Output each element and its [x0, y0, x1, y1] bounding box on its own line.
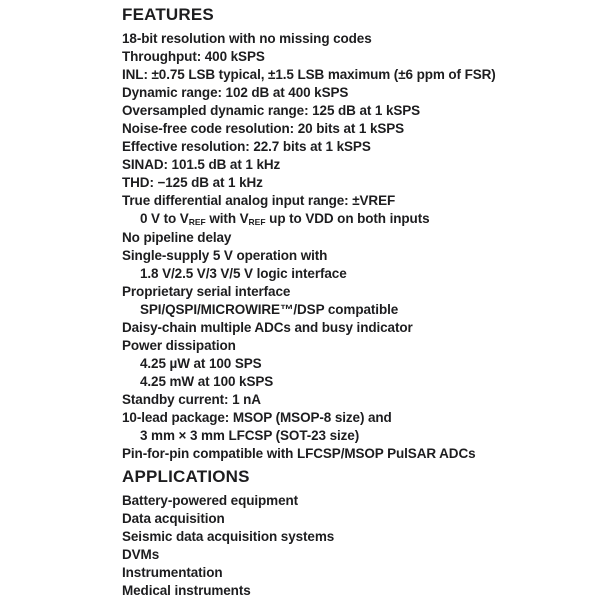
feature-line: [122, 30, 582, 48]
application-line: [122, 546, 582, 564]
feature-line: [122, 283, 582, 301]
features-list: [122, 30, 582, 463]
feature-line: [122, 192, 582, 210]
feature-line: [122, 445, 582, 463]
line-text: Dynamic range: 102 dB at 400 kSPS: [122, 85, 349, 100]
application-line: [122, 528, 582, 546]
applications-list: [122, 492, 582, 600]
line-text: Effective resolution: 22.7 bits at 1 kSPS: [122, 139, 371, 154]
feature-line: [122, 66, 582, 84]
line-text: 18-bit resolution with no missing codes: [122, 31, 372, 46]
line-text: 3 mm × 3 mm LFCSP (SOT-23 size): [140, 428, 360, 443]
application-line: [122, 492, 582, 510]
feature-line: [122, 138, 582, 156]
line-text: with V: [205, 211, 249, 226]
feature-line: [122, 174, 582, 192]
line-text: Throughput: 400 kSPS: [122, 49, 265, 64]
application-line: [122, 564, 582, 582]
line-text: Oversampled dynamic range: 125 dB at 1 kSPS: [122, 103, 421, 118]
line-text: 10-lead package: MSOP (MSOP-8 size) and: [122, 410, 392, 425]
line-text: Pin-for-pin compatible with LFCSP/MSOP PulSAR ADCs: [122, 446, 476, 461]
line-text: No pipeline delay: [122, 230, 232, 245]
feature-line: [122, 355, 582, 373]
feature-line: [122, 229, 582, 247]
subscript-text: REF: [248, 217, 266, 227]
line-text: Instrumentation: [122, 565, 223, 580]
subscript-text: REF: [188, 217, 206, 227]
line-text: Data acquisition: [122, 511, 225, 526]
line-text: Noise-free code resolution: 20 bits at 1 kSPS: [122, 121, 405, 136]
line-text: SINAD: 101.5 dB at 1 kHz: [122, 157, 281, 172]
feature-line: [122, 210, 582, 229]
feature-line: [122, 156, 582, 174]
feature-line: [122, 265, 582, 283]
feature-line: [122, 427, 582, 445]
line-text: Battery-powered equipment: [122, 493, 299, 508]
line-text: 0 V to V: [140, 211, 189, 226]
feature-line: [122, 84, 582, 102]
datasheet-page: [122, 5, 582, 600]
line-text: SPI/QSPI/MICROWIRE™/DSP compatible: [140, 302, 399, 317]
applications-section: [122, 467, 582, 600]
features-heading: FEATURES: [122, 5, 214, 24]
line-text: Standby current: 1 nA: [122, 392, 261, 407]
line-text: THD: −125 dB at 1 kHz: [122, 175, 263, 190]
feature-line: [122, 102, 582, 120]
line-text: Proprietary serial interface: [122, 284, 291, 299]
line-text: up to VDD on both inputs: [265, 211, 430, 226]
feature-line: [122, 301, 582, 319]
feature-line: [122, 48, 582, 66]
line-text: True differential analog input range: ±VREF: [122, 193, 396, 208]
line-text: 1.8 V/2.5 V/3 V/5 V logic interface: [140, 266, 347, 281]
line-text: INL: ±0.75 LSB typical, ±1.5 LSB maximum (±6 ppm of FSR): [122, 67, 496, 82]
feature-line: [122, 391, 582, 409]
line-text: Seismic data acquisition systems: [122, 529, 335, 544]
line-text: Single-supply 5 V operation with: [122, 248, 328, 263]
applications-heading: APPLICATIONS: [122, 467, 250, 486]
line-text: Power dissipation: [122, 338, 236, 353]
feature-line: [122, 319, 582, 337]
line-text: Daisy-chain multiple ADCs and busy indicator: [122, 320, 413, 335]
feature-line: [122, 120, 582, 138]
feature-line: [122, 409, 582, 427]
application-line: [122, 510, 582, 528]
line-text: Medical instruments: [122, 583, 251, 598]
feature-line: [122, 247, 582, 265]
feature-line: [122, 373, 582, 391]
line-text: 4.25 µW at 100 SPS: [140, 356, 262, 371]
feature-line: [122, 337, 582, 355]
line-text: DVMs: [122, 547, 160, 562]
features-section: [122, 5, 582, 463]
application-line: [122, 582, 582, 600]
line-text: 4.25 mW at 100 kSPS: [140, 374, 274, 389]
